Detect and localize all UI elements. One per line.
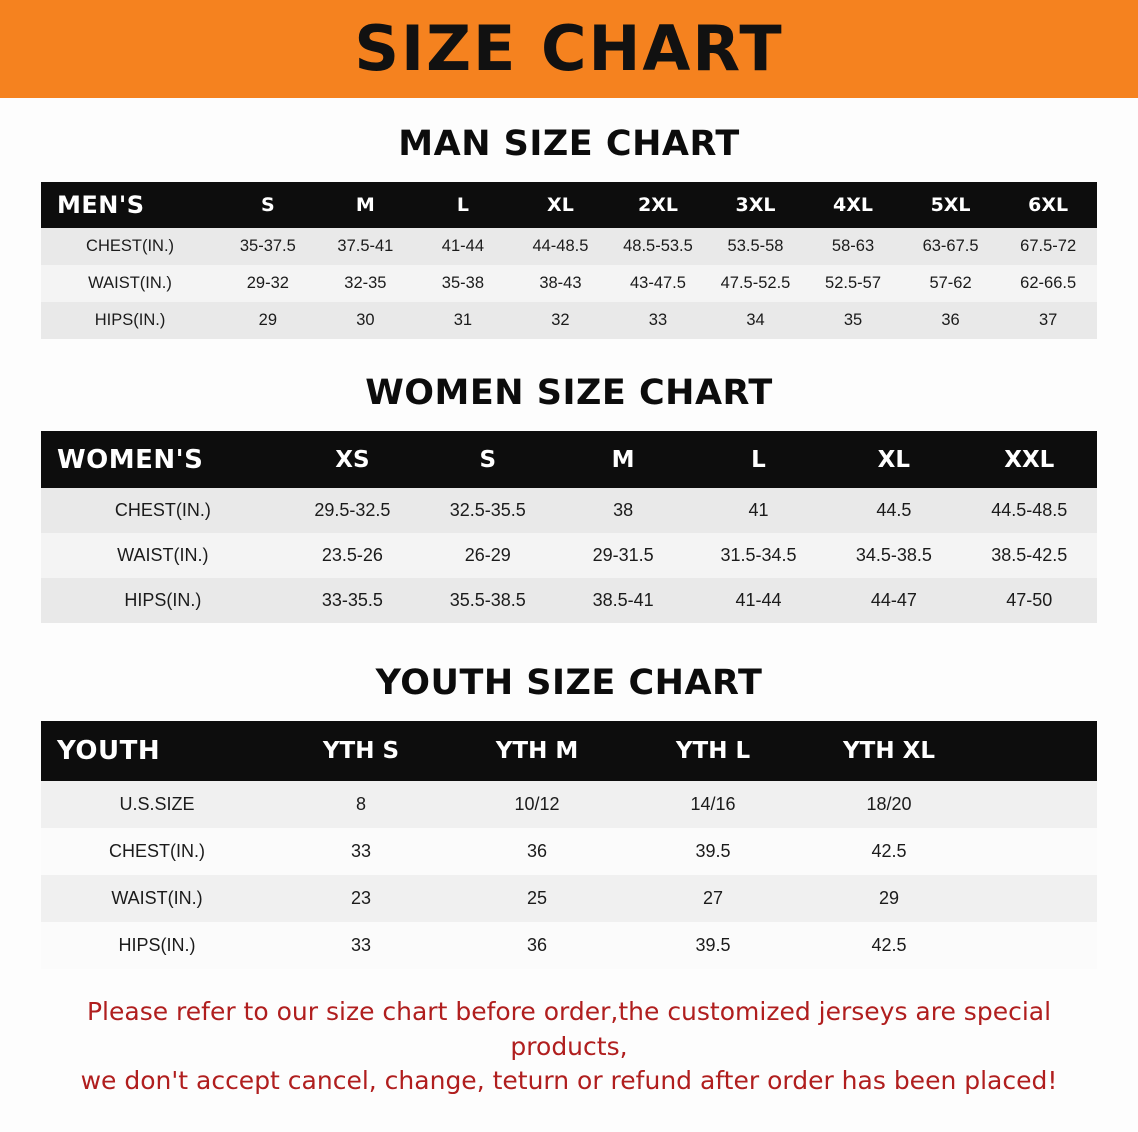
table-cell: 44.5 (876, 500, 912, 520)
table-cell: 29-31.5 (592, 545, 654, 565)
table-cell: 67.5-72 (1020, 237, 1077, 255)
table-cell: 39.5 (695, 841, 731, 861)
table-cell: 33 (350, 935, 372, 955)
table-cell: 31 (453, 311, 473, 329)
table-cell: 35-37.5 (239, 237, 296, 255)
table-cell: 52.5-57 (825, 274, 882, 292)
table-row (41, 781, 1097, 828)
men-col-header: S (261, 194, 275, 216)
table-cell: 58-63 (831, 237, 875, 255)
table-cell: 38.5-42.5 (991, 545, 1068, 565)
youth-size-table (41, 721, 1097, 969)
men-col-header: 2XL (637, 194, 678, 216)
youth-table-body (41, 781, 1097, 969)
table-row (41, 578, 1097, 623)
table-cell: 42.5 (871, 841, 907, 861)
table-cell: 41-44 (441, 237, 484, 255)
table-cell: 35-38 (441, 274, 484, 292)
men-table-body (41, 228, 1097, 339)
men-col-header: M (355, 194, 375, 216)
man-section-heading: MAN SIZE CHART (398, 124, 740, 164)
women-table-header (41, 431, 1097, 488)
table-cell: 29-32 (246, 274, 289, 292)
row-label: WAIST(IN.) (111, 888, 203, 908)
table-row (41, 265, 1097, 302)
table-cell: 29 (258, 311, 278, 329)
table-cell-spacer (977, 781, 1097, 828)
row-label: HIPS(IN.) (118, 935, 196, 955)
youth-col-header: YTH XL (843, 738, 935, 764)
table-cell: 41-44 (735, 590, 782, 610)
table-row (41, 922, 1097, 969)
page-title: SIZE CHART (354, 12, 784, 85)
table-cell: 36 (526, 841, 548, 861)
row-label: WAIST(IN.) (88, 274, 172, 292)
men-corner-label: MEN'S (57, 191, 145, 219)
table-cell: 57-62 (929, 274, 972, 292)
row-label: CHEST(IN.) (86, 237, 175, 255)
table-cell: 44-48.5 (532, 237, 589, 255)
table-cell: 25 (526, 888, 548, 908)
men-col-header: 4XL (833, 194, 874, 216)
row-label: WAIST(IN.) (117, 545, 209, 565)
table-cell: 63-67.5 (922, 237, 979, 255)
table-cell: 31.5-34.5 (720, 545, 797, 565)
disclaimer-note (39, 995, 1099, 1099)
table-cell: 23 (350, 888, 372, 908)
table-cell: 43-47.5 (629, 274, 686, 292)
header-banner (0, 0, 1138, 98)
table-cell: 44.5-48.5 (991, 500, 1068, 520)
table-cell: 33 (350, 841, 372, 861)
women-corner-label: WOMEN'S (57, 444, 204, 475)
men-col-header: 3XL (735, 194, 776, 216)
table-cell: 44-47 (870, 590, 917, 610)
men-col-header: 6XL (1028, 194, 1069, 216)
table-cell: 38-43 (539, 274, 582, 292)
table-cell: 41 (748, 500, 769, 520)
youth-col-header: YTH M (495, 738, 579, 764)
table-cell: 37 (1038, 311, 1058, 329)
row-label: HIPS(IN.) (124, 590, 202, 610)
disclaimer-line-2: we don't accept cancel, change, teturn or refund after order has been placed! (80, 1066, 1058, 1095)
table-cell: 37.5-41 (337, 237, 394, 255)
men-col-header: XL (547, 194, 574, 216)
table-cell-spacer (977, 875, 1097, 922)
row-label: CHEST(IN.) (114, 500, 211, 520)
youth-section-heading: YOUTH SIZE CHART (375, 663, 763, 703)
table-cell: 36 (526, 935, 548, 955)
row-label: CHEST(IN.) (109, 841, 205, 861)
table-cell: 47-50 (1006, 590, 1053, 610)
table-row (41, 875, 1097, 922)
women-col-header: XS (335, 446, 370, 473)
table-cell: 8 (355, 794, 366, 814)
youth-corner-label: YOUTH (57, 736, 161, 766)
women-section-heading: WOMEN SIZE CHART (365, 373, 773, 413)
men-size-table (41, 182, 1097, 339)
table-cell: 14/16 (690, 794, 736, 814)
row-label: HIPS(IN.) (94, 311, 166, 329)
table-row (41, 302, 1097, 339)
table-cell: 36 (941, 311, 960, 329)
men-table-header (41, 182, 1097, 228)
disclaimer-line-1: Please refer to our size chart before order,the customized jerseys are special products, (86, 997, 1052, 1061)
table-cell: 33 (648, 311, 668, 329)
table-cell: 39.5 (695, 935, 731, 955)
table-cell: 23.5-26 (321, 545, 383, 565)
table-cell: 26-29 (464, 545, 511, 565)
table-cell: 53.5-58 (727, 237, 784, 255)
table-cell: 29 (878, 888, 900, 908)
women-col-header: M (611, 446, 635, 473)
youth-header-spacer (977, 721, 1097, 781)
table-cell: 35.5-38.5 (449, 590, 526, 610)
table-cell: 32-35 (344, 274, 387, 292)
table-cell-spacer (977, 828, 1097, 875)
youth-col-header: YTH S (322, 738, 400, 764)
women-table-body (41, 488, 1097, 623)
table-cell: 29.5-32.5 (314, 500, 391, 520)
women-size-table (41, 431, 1097, 623)
table-cell: 32.5-35.5 (449, 500, 526, 520)
women-col-header: L (751, 446, 766, 473)
table-cell: 18/20 (866, 794, 912, 814)
table-header-row (41, 721, 1097, 781)
women-col-header: XL (877, 446, 911, 473)
men-col-header: 5XL (930, 194, 971, 216)
table-cell: 35 (843, 311, 863, 329)
youth-col-header: YTH L (675, 738, 751, 764)
table-cell: 34 (746, 311, 765, 329)
table-row (41, 828, 1097, 875)
table-cell: 48.5-53.5 (623, 237, 693, 255)
table-cell: 34.5-38.5 (855, 545, 932, 565)
table-row (41, 228, 1097, 265)
table-cell: 38 (613, 500, 634, 520)
table-cell: 10/12 (514, 794, 560, 814)
table-cell-spacer (977, 922, 1097, 969)
table-cell: 32 (551, 311, 570, 329)
women-col-header: XXL (1004, 446, 1055, 473)
table-cell: 47.5-52.5 (720, 274, 791, 292)
table-row (41, 488, 1097, 533)
table-header-row (41, 182, 1097, 228)
women-col-header: S (479, 446, 497, 473)
table-cell: 30 (356, 311, 375, 329)
row-label: U.S.SIZE (119, 794, 195, 814)
table-header-row (41, 431, 1097, 488)
table-cell: 33-35.5 (321, 590, 383, 610)
table-cell: 62-66.5 (1020, 274, 1077, 292)
table-cell: 42.5 (871, 935, 907, 955)
table-cell: 27 (702, 888, 724, 908)
youth-table-header (41, 721, 1097, 781)
men-col-header: L (456, 194, 469, 216)
table-row (41, 533, 1097, 578)
table-cell: 38.5-41 (592, 590, 654, 610)
